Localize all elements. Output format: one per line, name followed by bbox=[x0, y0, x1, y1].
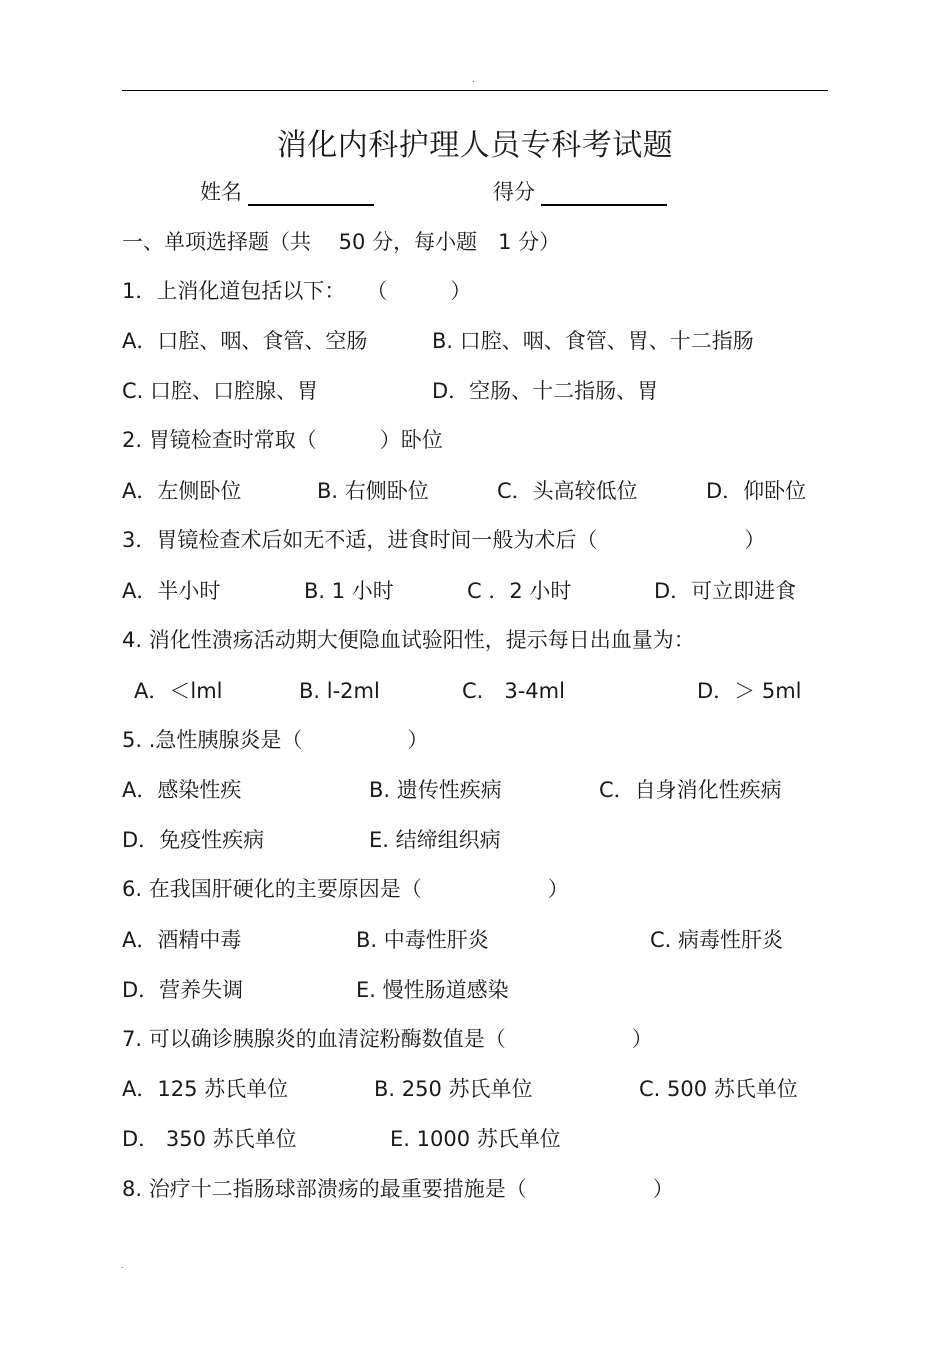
option: A．口腔、咽、食管、空肠 bbox=[122, 329, 368, 353]
option: A．半小时 bbox=[122, 579, 221, 603]
question-7: 7. 可以确诊胰腺炎的血清淀粉酶数值是（ ） bbox=[122, 1027, 653, 1051]
score-field bbox=[493, 176, 667, 206]
name-blank bbox=[248, 182, 374, 206]
option: A．感染性疾 bbox=[122, 778, 242, 802]
question-1: 1．上消化道包括以下： （ ） bbox=[122, 279, 472, 303]
option: E. 结缔组织病 bbox=[369, 828, 501, 852]
option: D． 350 苏氏单位 bbox=[122, 1127, 297, 1151]
question-2: 2. 胃镜检查时常取（ ）卧位 bbox=[122, 428, 443, 452]
option: C．头高较低位 bbox=[497, 479, 638, 503]
option: C. 病毒性肝炎 bbox=[650, 928, 784, 952]
header-dot: . bbox=[472, 75, 475, 84]
name-field bbox=[200, 176, 374, 206]
option: E. 1000 苏氏单位 bbox=[390, 1127, 561, 1151]
option: B. 右侧卧位 bbox=[317, 479, 429, 503]
option: D．仰卧位 bbox=[706, 479, 807, 503]
option: B. 1 小时 bbox=[304, 579, 394, 603]
option: E. 慢性肠道感染 bbox=[356, 978, 509, 1002]
option: D．营养失调 bbox=[122, 978, 244, 1002]
option: A．125 苏氏单位 bbox=[122, 1077, 289, 1101]
option: A．＜lml bbox=[134, 679, 223, 703]
option: D．＞ 5ml bbox=[697, 679, 802, 703]
question-5: 5. .急性胰腺炎是（ ） bbox=[122, 728, 429, 752]
question-6: 6. 在我国肝硬化的主要原因是（ ） bbox=[122, 877, 569, 901]
score-blank bbox=[541, 182, 667, 206]
option: C．自身消化性疾病 bbox=[599, 778, 782, 802]
footer-dot: . bbox=[121, 1261, 124, 1270]
option: B. 遗传性疾病 bbox=[369, 778, 502, 802]
score-label: 得分 bbox=[493, 180, 535, 204]
option: D．空肠、十二指肠、胃 bbox=[432, 379, 659, 403]
question-8: 8. 治疗十二指肠球部溃疡的最重要措施是（ ） bbox=[122, 1177, 674, 1201]
option: D．免疫性疾病 bbox=[122, 828, 265, 852]
header-rule bbox=[122, 90, 828, 91]
name-label: 姓名 bbox=[200, 180, 242, 204]
option: B. 250 苏氏单位 bbox=[374, 1077, 533, 1101]
option: B. l-2ml bbox=[299, 679, 380, 703]
option: D．可立即进食 bbox=[654, 579, 797, 603]
option: C ．2 小时 bbox=[467, 579, 572, 603]
question-4: 4. 消化性溃疡活动期大便隐血试验阳性，提示每日出血量为： bbox=[122, 628, 695, 652]
option: C. 500 苏氏单位 bbox=[639, 1077, 798, 1101]
option: C. 3-4ml bbox=[462, 679, 565, 703]
section-heading: 一、单项选择题（共 50 分，每小题 1 分） bbox=[122, 230, 561, 254]
option: A．左侧卧位 bbox=[122, 479, 242, 503]
question-3: 3．胃镜检查术后如无不适，进食时间一般为术后（ ） bbox=[122, 528, 766, 552]
option: C. 口腔、口腔腺、胃 bbox=[122, 379, 319, 403]
option: A．酒精中毒 bbox=[122, 928, 242, 952]
page-title: 消化内科护理人员专科考试题 bbox=[276, 128, 674, 163]
option: B. 口腔、咽、食管、胃、十二指肠 bbox=[432, 329, 754, 353]
option: B. 中毒性肝炎 bbox=[356, 928, 489, 952]
